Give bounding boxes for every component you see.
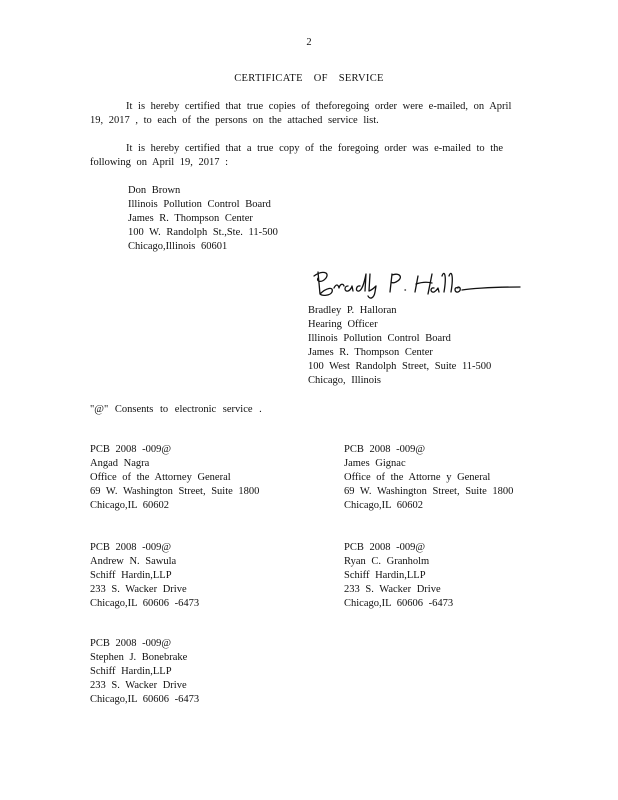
service-city: Chicago,IL 60606 -6473	[90, 694, 200, 705]
recipient-org: Illinois Pollution Control Board	[128, 199, 271, 210]
service-list-entry	[90, 637, 199, 707]
recipient-building: James R. Thompson Center	[128, 213, 253, 224]
service-city: Chicago,IL 60602	[90, 500, 170, 511]
service-org: Schiff Hardin,LLP	[90, 666, 172, 677]
service-org: Schiff Hardin,LLP	[90, 570, 172, 581]
certification-paragraph-2: It is hereby certified that a true copy of the foregoing order was e-mailed to the following on April 19, 2017 :	[90, 143, 504, 168]
page-number: 2	[306, 37, 312, 48]
signer-name: Bradley P. Halloran	[308, 305, 397, 316]
recipient-city: Chicago,Illinois 60601	[128, 241, 228, 252]
service-org: Office of the Attorne y General	[344, 472, 491, 483]
service-name: Ryan C. Granholm	[344, 556, 430, 567]
case-number: PCB 2008 -009@	[344, 542, 426, 553]
signer-block	[308, 304, 491, 388]
recipient-street: 100 W. Randolph St.,Ste. 11-500	[128, 227, 278, 238]
service-org: Office of the Attorney General	[90, 472, 231, 483]
service-street: 233 S. Wacker Drive	[90, 680, 187, 691]
service-street: 233 S. Wacker Drive	[90, 584, 187, 595]
signer-city: Chicago, Illinois	[308, 375, 381, 386]
case-number: PCB 2008 -009@	[90, 444, 172, 455]
certification-paragraph-1: It is hereby certified that true copies of theforegoing order were e-mailed, on April 19, 2017 , to each of the persons on the attached service list.	[90, 101, 512, 126]
signer-title: Hearing Officer	[308, 319, 378, 330]
service-list-entry	[90, 541, 199, 611]
service-name: Stephen J. Bonebrake	[90, 652, 188, 663]
electronic-service-note: "@" Consents to electronic service .	[90, 404, 262, 415]
case-number: PCB 2008 -009@	[90, 542, 172, 553]
handwritten-signature	[308, 266, 523, 300]
case-number: PCB 2008 -009@	[344, 444, 426, 455]
service-name: Angad Nagra	[90, 458, 150, 469]
signer-street: 100 West Randolph Street, Suite 11-500	[308, 361, 492, 372]
recipient-name: Don Brown	[128, 185, 181, 196]
service-street: 233 S. Wacker Drive	[344, 584, 441, 595]
signer-building: James R. Thompson Center	[308, 347, 433, 358]
service-city: Chicago,IL 60606 -6473	[90, 598, 200, 609]
service-name: James Gignac	[344, 458, 406, 469]
service-city: Chicago,IL 60602	[344, 500, 424, 511]
service-list-entry	[90, 443, 259, 513]
service-name: Andrew N. Sawula	[90, 556, 177, 567]
service-list-entry	[344, 541, 453, 611]
recipient-address-block	[128, 184, 278, 254]
service-org: Schiff Hardin,LLP	[344, 570, 426, 581]
service-list-entry	[344, 443, 513, 513]
document-title: CERTIFICATE OF SERVICE	[234, 73, 384, 84]
service-street: 69 W. Washington Street, Suite 1800	[90, 486, 260, 497]
case-number: PCB 2008 -009@	[90, 638, 172, 649]
service-street: 69 W. Washington Street, Suite 1800	[344, 486, 514, 497]
signer-org: Illinois Pollution Control Board	[308, 333, 451, 344]
service-city: Chicago,IL 60606 -6473	[344, 598, 454, 609]
